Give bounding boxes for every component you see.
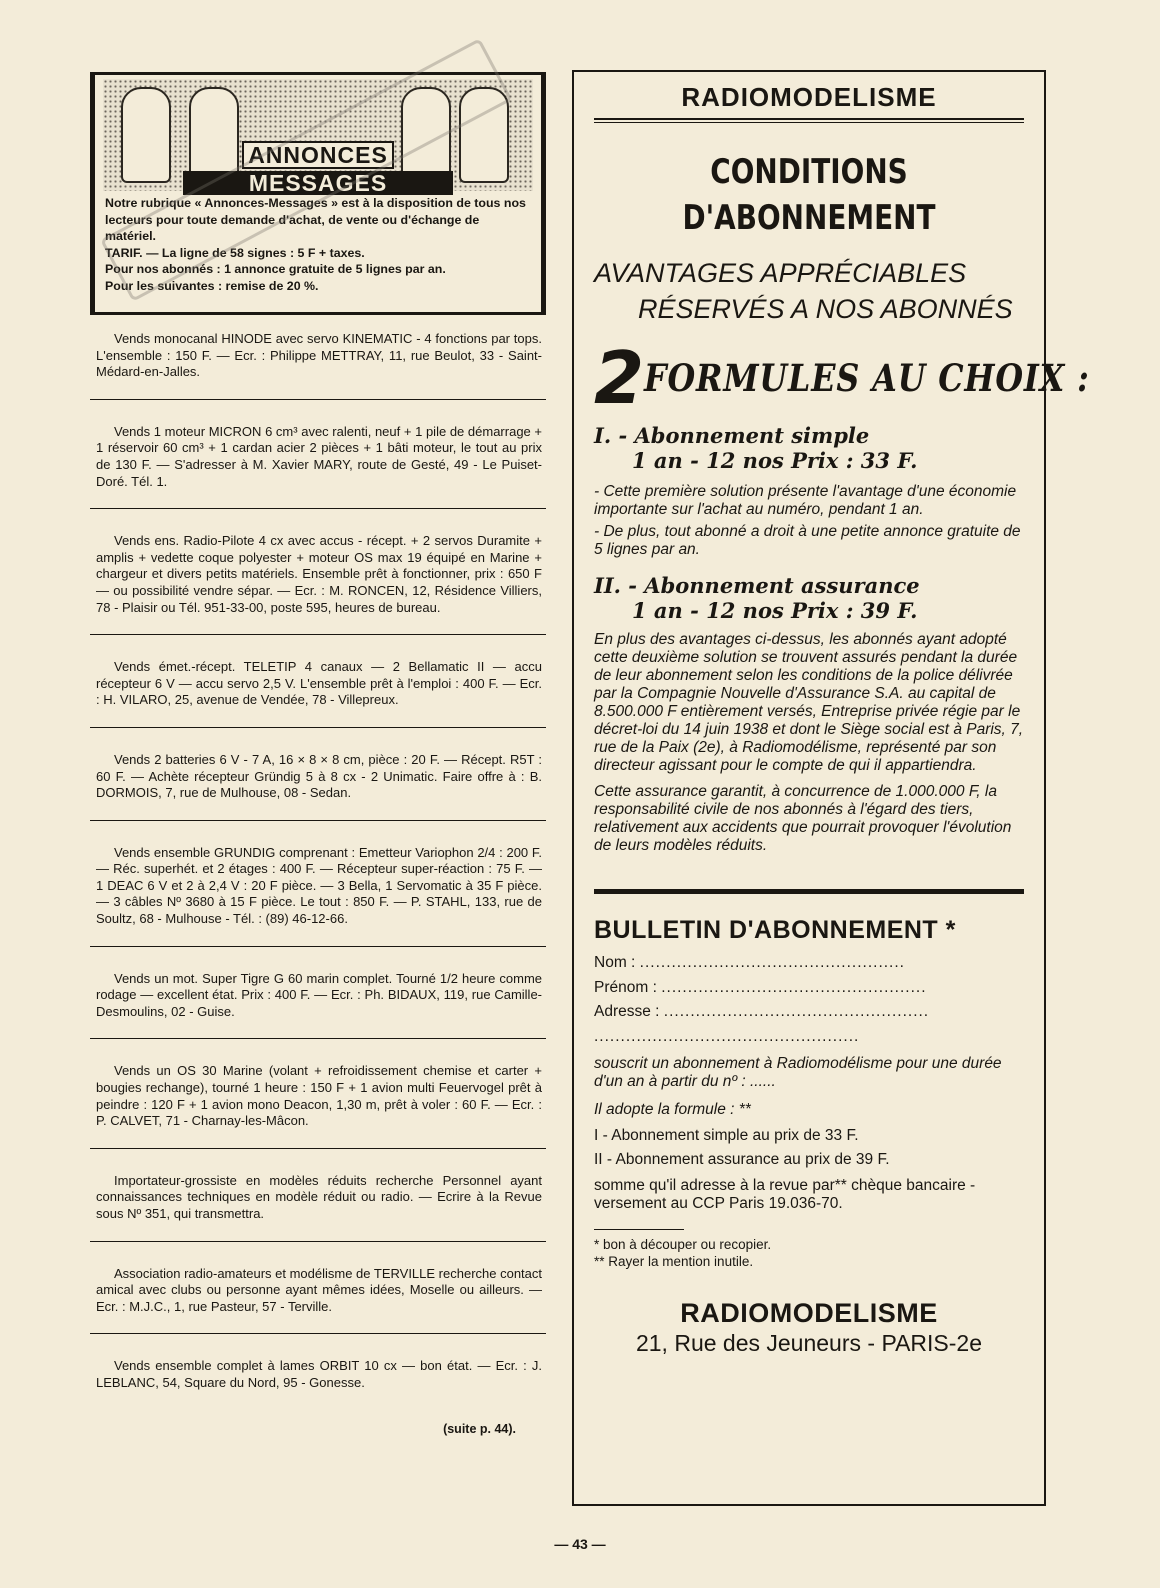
option2-name: II. - Abonnement assurance — [594, 573, 920, 598]
ad-text: Vends ensemble GRUNDIG comprenant : Emetteur Variophon 2/4 : 200 F. — Réc. superhét. et 2 étages : 400 F. — Récepteur super-réaction : 75 F. — 1 DEAC 6 V et 2 à 2,4 V : 20 F pièce. — 3 Bella, 1 Servomatic à 35 F pièce. — 3 câbles Nº 3680 à 15 F pièce. Le tout : 850 F. — P. STAHL, 133, rue de Soultz, 68 - Mulhouse - Tél. : (89) 46-12-66. — [96, 844, 542, 927]
option1-para2: - De plus, tout abonné a droit à une petite annonce gratuite de 5 lignes par an. — [594, 523, 1021, 558]
option2-para1: En plus des avantages ci-dessus, les abonnés ayant adopté cette deuxième solution se trouvent assurés pendant la durée de leur abonnement selon les conditions de la police délivrée par la Compagnie Nouvelle d'Assurance S.A. au capital de 8.500.000 F entièrement versés, Entreprise privée régie par le décret-loi du 14 juin 1938 et dont le Siège social est à Paris, 7, rue de la Paix (2e), à Radiomodélisme, représenté par son directeur agissant pour le compte de qui il appartiendra. — [594, 631, 1024, 774]
adopte-text: Il adopte la formule : ** — [594, 1101, 751, 1118]
advantages-line2: RÉSERVÉS A NOS ABONNÉS — [638, 294, 1013, 324]
abonnes-text: Pour nos abonnés : 1 annonce gratuite de 5 lignes par an. — [105, 262, 446, 276]
bulletin-title: BULLETIN D'ABONNEMENT * — [594, 916, 956, 944]
adresse-line2-field[interactable] — [594, 1025, 1024, 1050]
classified-ads-column — [90, 72, 546, 1436]
option1-name: I. - Abonnement simple — [594, 423, 870, 448]
ad-item — [90, 965, 546, 1040]
ad-item — [90, 418, 546, 509]
tarif-text: TARIF. — La ligne de 58 signes : 5 F + taxes. — [105, 245, 365, 260]
ad-text: Vends un mot. Super Tigre G 60 marin complet. Tourné 1/2 heure comme rodage — excellent état. Prix : 400 F. — Ecr. : Ph. BIDAUX, 119, rue Camille-Desmoulins, 02 - Guise. — [96, 970, 542, 1019]
title-messages: MESSAGES — [183, 171, 453, 195]
ad-text: Vends 1 moteur MICRON 6 cm³ avec ralenti, neuf + 1 pile de démarrage + 1 réservoir 60 cm³ + 1 cardan acier 2 pièces + 1 bâti moteur, le tout au prix de 130 F. — S'adresser à M. Xavier MARY, route de Gesté, 49 - Le Puiset-Doré. Tél. 1. — [96, 423, 542, 489]
footnotes — [594, 1236, 1024, 1270]
nom-label: Nom : — [594, 954, 636, 971]
ad-text: Vends émet.-récept. TELETIP 4 canaux — 2 Bellamatic II — accu récepteur 6 V — accu servo 2,5 V. L'ensemble prêt à l'emploi : 400 F. — Ecr. : H. VILARO, 25, avenue de Vendée, 78 - Villepreux. — [96, 659, 542, 708]
section-divider — [594, 889, 1024, 894]
ad-text: Vends 2 batteries 6 V - 7 A, 16 × 8 × 8 cm, pièce : 20 F. — Récept. R5T : 60 F. — Achète récepteur Gründig 5 à 8 cx - 2 Unimatic. Faire offre à : B. DORMOIS, 7, rue de Mulhouse, 08 - Sedan. — [96, 751, 542, 801]
prenom-dots: .................................................. — [661, 978, 927, 996]
formulas-heading — [594, 336, 1090, 420]
conditions-line1: CONDITIONS — [710, 152, 908, 192]
ad-item — [90, 839, 546, 947]
annonces-header-box — [90, 72, 546, 315]
publisher-name: RADIOMODELISME — [680, 1298, 938, 1328]
somme-text: somme qu'il adresse à la revue par** chèque bancaire - versement au CCP Paris 19.036-70. — [594, 1177, 976, 1212]
option1-heading — [594, 423, 1024, 473]
adresse-field[interactable] — [594, 1000, 1024, 1025]
nom-dots: .................................................. — [639, 954, 905, 971]
header-title — [103, 141, 533, 195]
advantages-heading — [594, 255, 1024, 327]
suivantes-text: Pour les suivantes : remise de 20 %. — [105, 278, 319, 293]
formulas-text: FORMULES AU CHOIX : — [644, 356, 1090, 400]
intro-text: Notre rubrique « Annonces-Messages » est à la disposition de tous nos lecteurs pour toute demande d'achat, de vente ou d'échange de matériel. — [105, 196, 526, 243]
option2-para2: Cette assurance garantit, à concurrence de 1.000.000 F, la responsabilité civile de nos abonnés à l'égard des tiers, relativement aux accidents que pourrait provoquer l'évolution de leurs modèles réduits. — [594, 783, 1012, 854]
footnote-2: ** Rayer la mention inutile. — [594, 1254, 754, 1269]
title-annonces: ANNONCES — [242, 141, 394, 169]
footnote-1: * bon à découper ou recopier. — [594, 1237, 772, 1252]
nom-field[interactable] — [594, 951, 1024, 976]
continued-note: (suite p. 44). — [443, 1421, 516, 1436]
ad-text: Vends ens. Radio-Pilote 4 cx avec accus - récept. + 2 servos Duramite + amplis + vedette coque polyester + moteur OS max 19 équipé en Marine + chargeur et divers petits matériels. Ensemble prêt à fonctionner, prix : 650 F — ou possibilité vendre sépar. — Ecr. : M. RONCEN, 12, Résidence Villiers, 78 - Plaisir ou Tél. 951-33-00, poste 595, heures de bureau. — [96, 533, 542, 615]
prenom-label: Prénom : — [594, 978, 657, 996]
ad-item — [90, 527, 546, 635]
ad-item — [90, 325, 546, 400]
formulas-count: 2 — [594, 336, 645, 420]
ad-text: Vends ensemble complet à lames ORBIT 10 cx — bon état. — Ecr. : J. LEBLANC, 54, Square du Nord, 95 - Gonesse. — [96, 1358, 542, 1390]
advantages-line1: AVANTAGES APPRÉCIABLES — [594, 258, 967, 288]
page-number: — 43 — — [554, 1536, 606, 1552]
conditions-heading — [633, 149, 986, 241]
adresse-dots-2: .................................................. — [594, 1027, 860, 1045]
option2-price: 1 an - 12 nos Prix : 39 F. — [632, 598, 918, 623]
adresse-dots: .................................................. — [663, 1003, 930, 1020]
option1-para1: - Cette première solution présente l'avantage d'une économie importante sur l'achat au numéro, pendant 1 an. — [594, 483, 1017, 518]
ad-item — [90, 1260, 546, 1335]
souscrit-text: souscrit un abonnement à Radiomodélisme pour une durée d'un an à partir du nº : ...... — [594, 1055, 1002, 1090]
ad-item — [90, 1057, 546, 1148]
prenom-field[interactable] — [594, 976, 1024, 1001]
ad-text: Vends monocanal HINODE avec servo KINEMATIC - 4 fonctions par tops. L'ensemble : 150 F. — Ecr. : Philippe METTRAY, 11, rue Beulot, 33 - Saint-Médard-en-Jalles. — [96, 331, 542, 380]
adresse-label: Adresse : — [594, 1003, 660, 1020]
conditions-line2: D'ABONNEMENT — [682, 198, 936, 238]
ad-text: Importateur-grossiste en modèles réduits recherche Personnel ayant connaissances techniques en modèle réduit ou radio. — Ecrire à la Revue sous Nº 351, qui transmettra. — [96, 1172, 542, 1221]
subscription-panel — [572, 70, 1090, 1506]
subscription-form — [594, 951, 1024, 1049]
footnote-rule — [594, 1229, 684, 1230]
header-illustration — [103, 79, 533, 196]
ad-item — [90, 1352, 546, 1409]
ads-list — [90, 325, 546, 1410]
option1-price: 1 an - 12 nos Prix : 33 F. — [632, 448, 918, 473]
header-intro — [105, 195, 533, 294]
publisher-address: 21, Rue des Jeuneurs - PARIS-2e — [635, 1330, 983, 1356]
ad-item — [90, 1167, 546, 1242]
option2-heading — [594, 573, 1024, 623]
ad-text: Association radio-amateurs et modélisme de TERVILLE recherche contact amical avec clubs ou personne ayant mêmes idées, Moselle ou ailleurs. — Ecr. : M.J.C., 1, rue Pasteur, 57 - Terville. — [96, 1265, 543, 1314]
magazine-title: RADIOMODELISME — [681, 82, 937, 112]
divider — [594, 118, 1024, 123]
formula-choice-1[interactable]: I - Abonnement simple au prix de 33 F. — [594, 1127, 859, 1144]
ad-item — [90, 746, 546, 821]
ad-item — [90, 653, 546, 728]
formula-choice-2[interactable]: II - Abonnement assurance au prix de 39 F. — [594, 1151, 890, 1168]
ad-text: Vends un OS 30 Marine (volant + refroidissement chemise et carter + bougies rechange), tourné 1 heure : 150 F + 1 avion multi Feuervogel prêt à peindre : 120 F + 1 avion mono Deacon, 1,30 m, prêt à voler : 60 F. — Ecr. : P. CALVET, 71 - Charnay-les-Mâcon. — [96, 1063, 542, 1129]
